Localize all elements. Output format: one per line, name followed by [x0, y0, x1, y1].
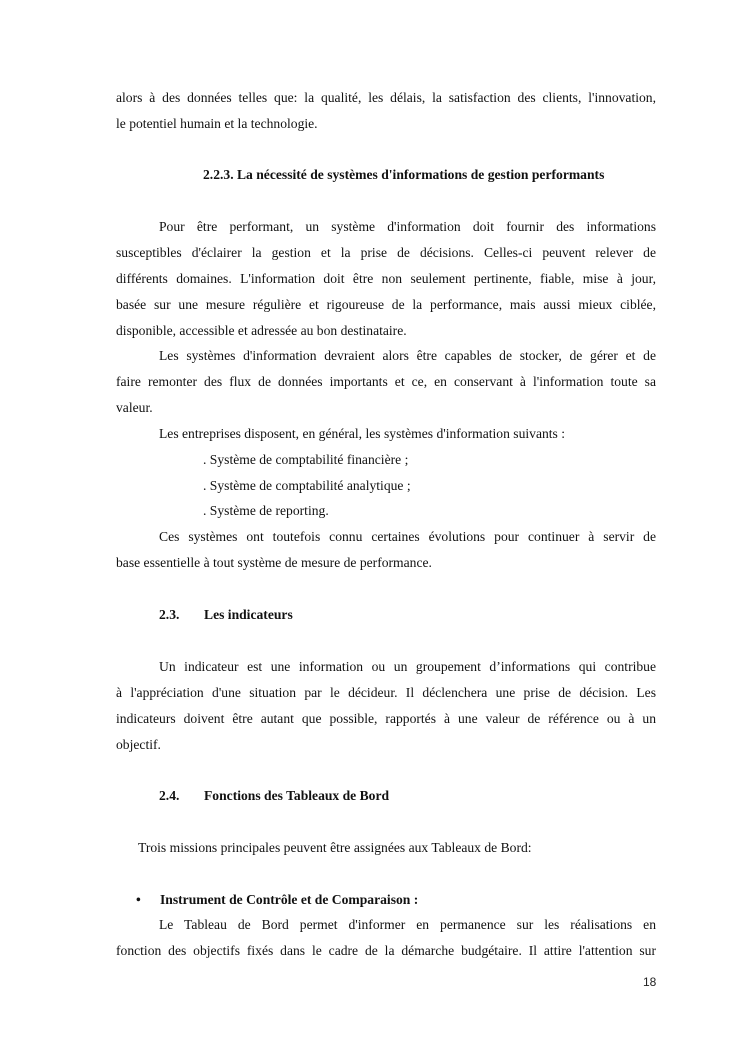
section-2-3-heading	[159, 606, 656, 624]
section-2-4-heading	[159, 787, 656, 805]
list-item: . Système de reporting.	[203, 503, 329, 518]
document-page	[116, 0, 656, 1053]
list-item: . Système de comptabilité analytique ;	[203, 478, 411, 493]
section-title: Les indicateurs	[204, 607, 293, 622]
para4-line-1: Ces systèmes ont toutefois connu certaines évolutions pour continuer à servir de	[159, 529, 656, 544]
para1-line-3: différents domaines. L'information doit être non seulement pertinente, fiable, mise à jour,	[116, 271, 656, 286]
section-2-2-3-heading: 2.2.3. La nécessité de systèmes d'informations de gestion performants	[203, 167, 605, 182]
bullet-icon: •	[136, 892, 141, 907]
indicator-para-line-3: indicateurs doivent être autant que possible, rapportés à une valeur de référence ou à un	[116, 711, 656, 726]
list-item: . Système de comptabilité financière ;	[203, 452, 409, 467]
bullet-para-line-2: fonction des objectifs fixés dans le cadre de la démarche budgétaire. Il attire l'attention sur	[116, 943, 656, 958]
intro-line-2: le potentiel humain et la technologie.	[116, 116, 318, 131]
indicator-para-line-2: à l'appréciation d'une situation par le décideur. Il déclenchera une prise de décision. Les	[116, 685, 656, 700]
section-number: 2.3.	[159, 607, 180, 622]
intro-line-1: alors à des données telles que: la qualité, les délais, la satisfaction des clients, l'innovation,	[116, 90, 656, 105]
para1-line-2: susceptibles d'éclairer la gestion et la prise de décisions. Celles-ci peuvent relever de	[116, 245, 656, 260]
section-title: Fonctions des Tableaux de Bord	[204, 788, 390, 803]
page-number: 18	[643, 975, 657, 989]
para1-line-5: disponible, accessible et adressée au bon destinataire.	[116, 323, 407, 338]
para1-line-1: Pour être performant, un système d'information doit fournir des informations	[159, 219, 656, 234]
bullet-title: Instrument de Contrôle et de Comparaison :	[160, 892, 419, 907]
indicator-para-line-4: objectif.	[116, 737, 161, 752]
para4-line-2: base essentielle à tout système de mesure de performance.	[116, 555, 432, 570]
para2-line-3: valeur.	[116, 400, 153, 415]
para2-line-1: Les systèmes d'information devraient alors être capables de stocker, de gérer et de	[159, 348, 656, 363]
para2-line-2: faire remonter des flux de données importants et ce, en conservant à l'information toute sa	[116, 374, 656, 389]
para1-line-4: basée sur une mesure régulière et rigoureuse de la performance, mais aussi mieux ciblée,	[116, 297, 656, 312]
tableaux-intro: Trois missions principales peuvent être assignées aux Tableaux de Bord:	[138, 840, 532, 855]
bullet-para-line-1: Le Tableau de Bord permet d'informer en permanence sur les réalisations en	[159, 917, 656, 932]
para3-line: Les entreprises disposent, en général, les systèmes d'information suivants :	[159, 426, 566, 441]
section-number: 2.4.	[159, 788, 180, 803]
indicator-para-line-1: Un indicateur est une information ou un groupement d’informations qui contribue	[159, 659, 656, 674]
